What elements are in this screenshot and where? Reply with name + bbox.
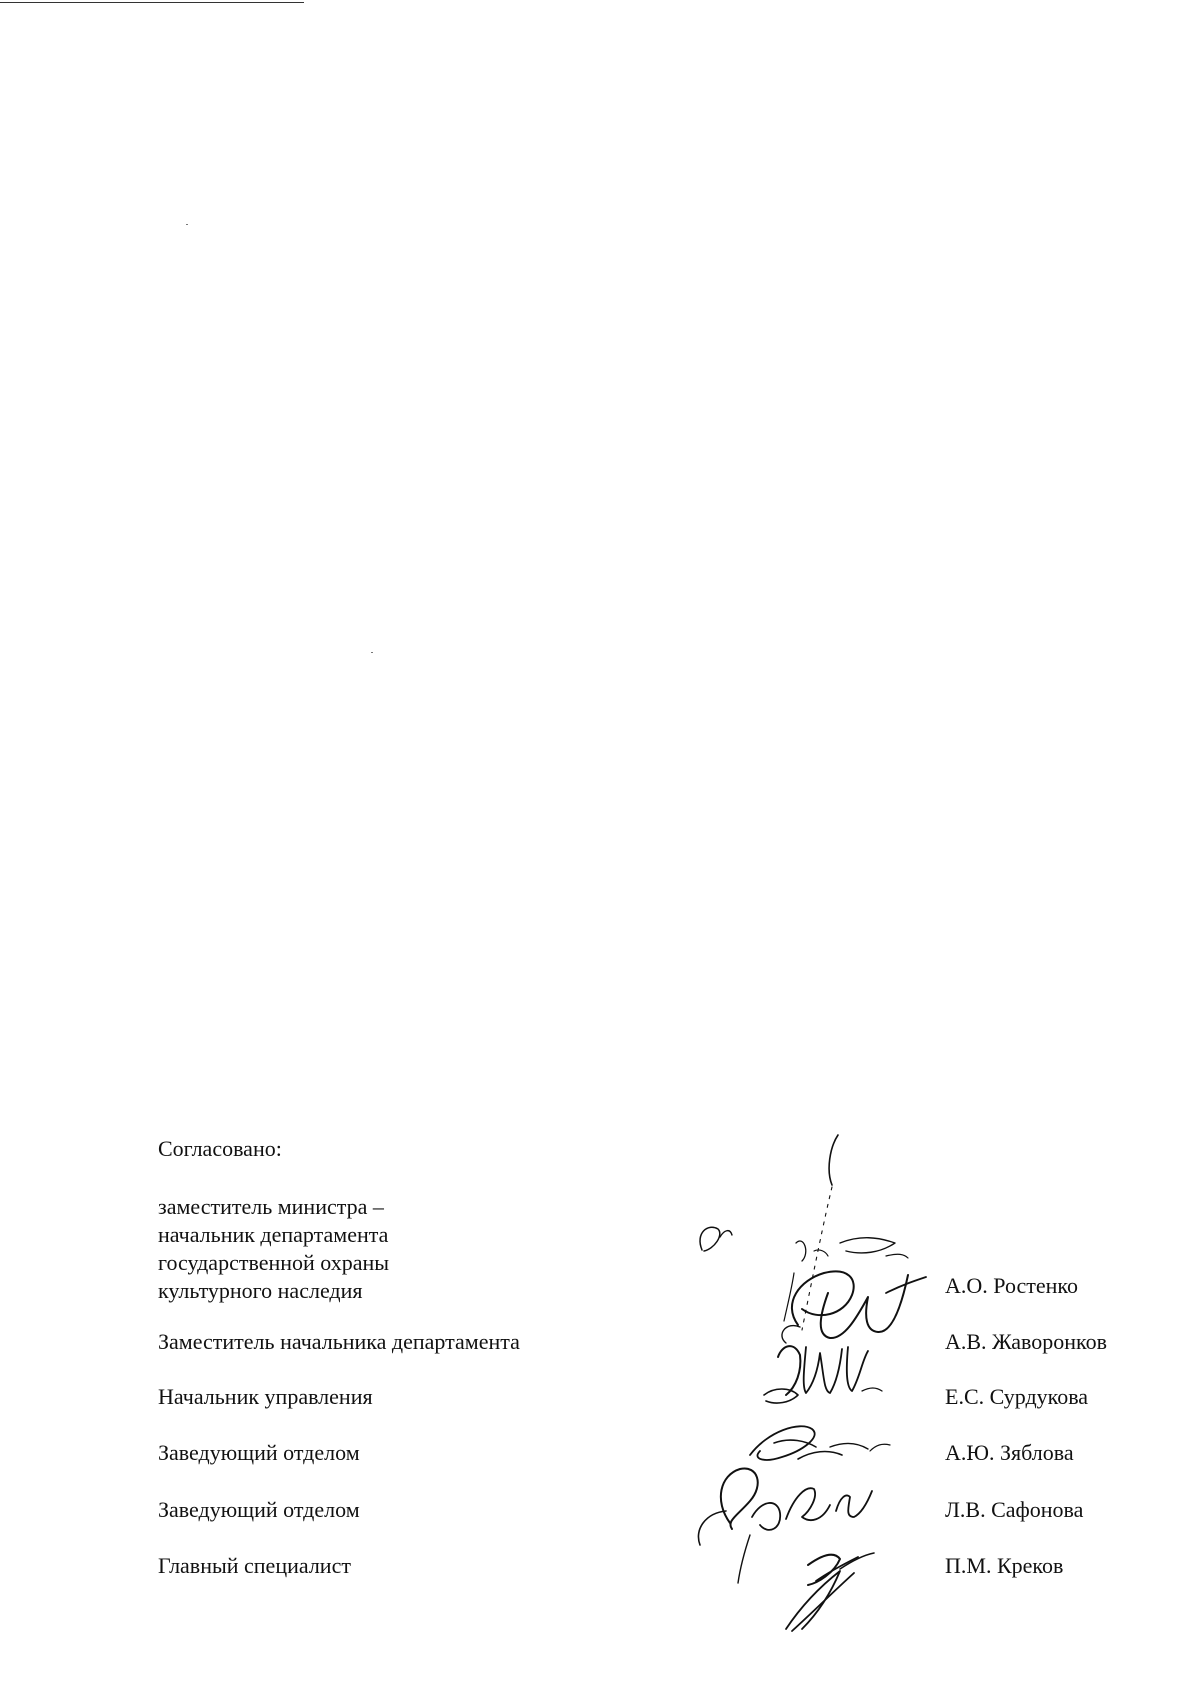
position-line: культурного наследия bbox=[158, 1278, 363, 1303]
signatory-position-4: Заведующий отделом bbox=[158, 1440, 360, 1465]
position-line: начальник департамента bbox=[158, 1222, 389, 1247]
signatory-name-4: А.Ю. Зяблова bbox=[945, 1440, 1074, 1465]
signatory-position-2: Заместитель начальника департамента bbox=[158, 1329, 520, 1354]
approval-heading: Согласовано: bbox=[158, 1136, 282, 1161]
signatory-name-3: Е.С. Сурдукова bbox=[945, 1384, 1089, 1409]
position-line: государственной охраны bbox=[158, 1250, 390, 1275]
signature-6 bbox=[786, 1553, 874, 1631]
position-line: заместитель министра – bbox=[158, 1194, 384, 1219]
scan-speck bbox=[371, 652, 373, 653]
signatory-position-6: Главный специалист bbox=[158, 1553, 351, 1578]
signature-1 bbox=[700, 1135, 908, 1330]
signatory-position-1 bbox=[158, 1193, 389, 1305]
handwritten-signatures bbox=[690, 1125, 960, 1635]
top-rule-line bbox=[0, 2, 304, 3]
scan-speck bbox=[186, 224, 188, 225]
signature-3 bbox=[764, 1346, 882, 1403]
signatory-name-5: Л.В. Сафонова bbox=[945, 1497, 1084, 1522]
signatory-name-2: А.В. Жаворонков bbox=[945, 1329, 1107, 1354]
signature-4 bbox=[750, 1426, 890, 1460]
signature-2 bbox=[782, 1271, 926, 1343]
signatory-position-3: Начальник управления bbox=[158, 1384, 373, 1409]
signatory-name-6: П.М. Креков bbox=[945, 1553, 1064, 1578]
signatory-position-5: Заведующий отделом bbox=[158, 1497, 360, 1522]
signatory-name-1: А.О. Ростенко bbox=[945, 1273, 1078, 1298]
